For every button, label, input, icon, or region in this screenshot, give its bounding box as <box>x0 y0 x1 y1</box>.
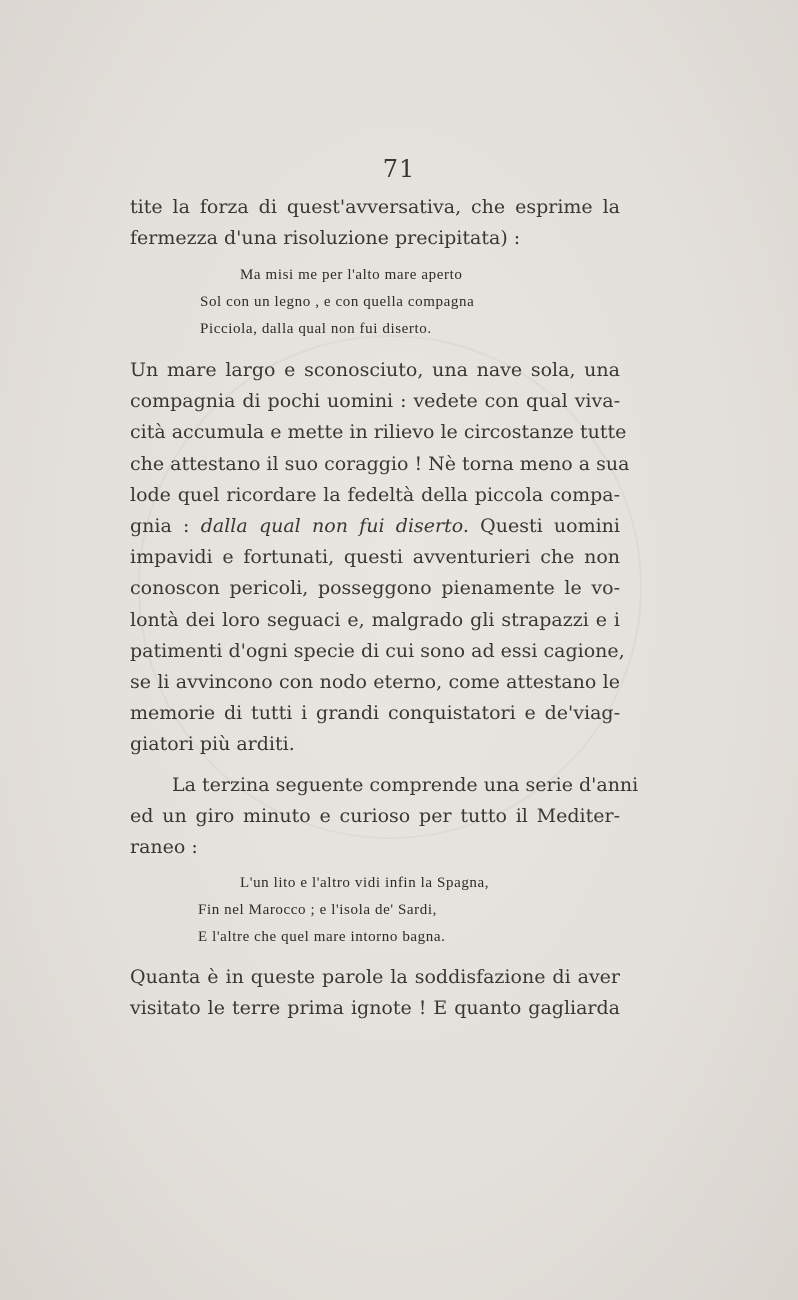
text-line: fermezza d'una risoluzione precipitata) : <box>130 227 521 250</box>
text-line: raneo : <box>130 836 198 859</box>
text-line: giatori più arditi. <box>130 733 295 756</box>
verse-line: Ma misi me per l'alto mare aperto <box>240 267 463 283</box>
verse-line: Fin nel Marocco ; e l'isola de' Sardi, <box>198 902 437 918</box>
text-line: lontà dei loro seguaci e, malgrado gli strapazzi e i <box>130 608 620 631</box>
text-line: ed un giro minuto e curioso per tutto il Mediter- <box>130 805 620 828</box>
text-line: se li avvincono con nodo eterno, come attestano le <box>130 671 620 694</box>
text-line: tite la forza di quest'avversativa, che esprime la <box>130 196 620 218</box>
paragraph-3 <box>130 770 639 864</box>
verse-block-1 <box>200 262 474 343</box>
paragraph-1 <box>130 192 620 254</box>
page-number: 71 <box>382 155 416 183</box>
text-line: visitato le terre prima ignote ! E quanto gagliarda <box>130 997 620 1020</box>
text-line: che attestano il suo coraggio ! Nè torna meno a sua <box>130 452 630 475</box>
verse-line: L'un lito e l'altro vidi infin la Spagna, <box>240 875 490 891</box>
text-line: Quanta è in queste parole la soddisfazione di aver <box>130 966 620 988</box>
verse-line: E l'altre che quel mare intorno bagna. <box>198 929 446 945</box>
text-line: cità accumula e mette in rilievo le circostanze tutte <box>130 421 627 444</box>
text-fragment: gnia : <box>130 515 190 538</box>
text-fragment: Questi uomini <box>480 515 620 538</box>
text-line: compagnia di pochi uomini : vedete con qual viva- <box>130 390 620 413</box>
text-line: La terzina seguente comprende una serie d'anni <box>172 774 639 796</box>
italic-quotation: dalla qual non fui diserto. <box>200 515 469 538</box>
paragraph-2 <box>130 355 630 761</box>
text-line: Un mare largo e sconosciuto, una nave sola, una <box>130 359 620 381</box>
verse-block-2 <box>198 870 489 951</box>
text-line: impavidi e fortunati, questi avventurieri che non <box>130 546 620 569</box>
text-line: conoscon pericoli, posseggono pienamente le vo- <box>130 577 620 600</box>
verse-line: Picciola, dalla qual non fui diserto. <box>200 321 432 337</box>
text-line: lode quel ricordare la fedeltà della piccola compa- <box>130 483 620 506</box>
text-line: memorie di tutti i grandi conquistatori e de'viag- <box>130 702 620 725</box>
paragraph-4 <box>130 962 620 1024</box>
verse-line: Sol con un legno , e con quella compagna <box>200 294 475 310</box>
text-line: patimenti d'ogni specie di cui sono ad essi cagione, <box>130 639 625 662</box>
text-line-with-quote <box>130 511 620 542</box>
